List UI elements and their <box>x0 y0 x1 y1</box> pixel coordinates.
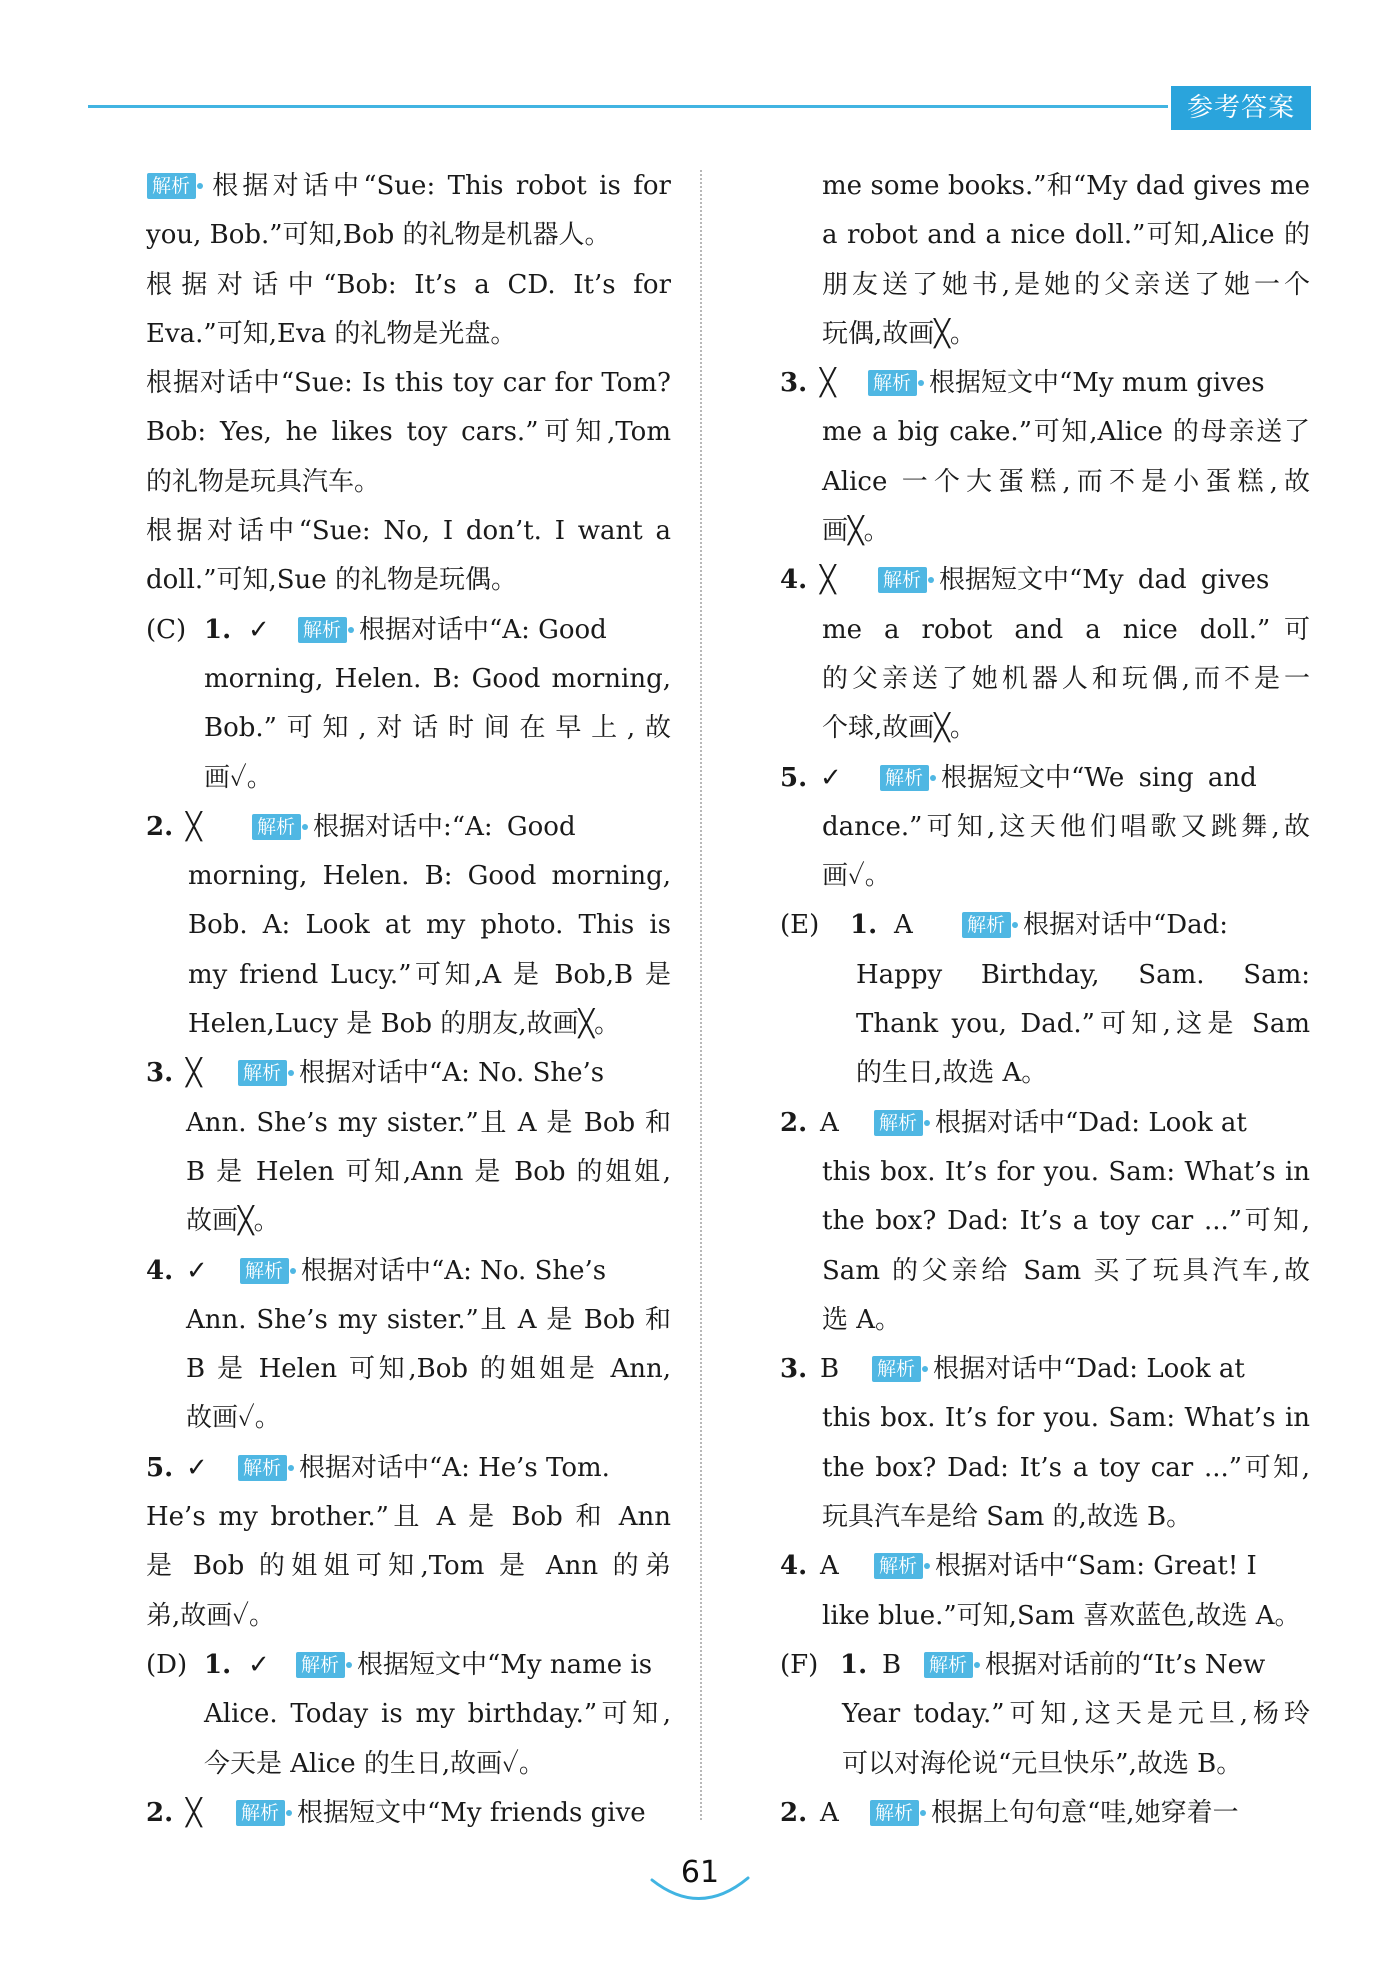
answer-line: 4. A 解析 根据对话中“Sam: Great! I <box>780 1542 1310 1591</box>
item-number: 3. <box>146 1058 174 1089</box>
choice-answer: A <box>894 910 913 941</box>
section-label: (F) <box>780 1649 819 1680</box>
text-line: me a big cake.”可知,Alice 的母亲送了 <box>822 417 1310 448</box>
item-number: 5. <box>780 762 808 793</box>
text-line: Year today.”可知,这天是元旦,杨玲 <box>842 1699 1310 1730</box>
text-line: 弟,故画✓。 <box>146 1600 276 1631</box>
text-line: 故画╳。 <box>186 1206 280 1237</box>
answer-line: 2. A 解析 根据对话中“Dad: Look at <box>780 1099 1310 1148</box>
analysis-tag: 解析 <box>147 173 196 199</box>
text-line: 画╳。 <box>822 516 890 547</box>
text-line: B 是 Helen 可知,Bob 的姐姐是 Ann, <box>186 1354 671 1385</box>
text-line: a robot and a nice doll.”可知,Alice 的 <box>822 220 1310 251</box>
answer-line: 5. ✓ 解析 根据短文中“We sing and <box>780 754 1310 803</box>
cross-mark: ╳ <box>820 565 836 596</box>
text-line: Happy Birthday, Sam. Sam: <box>856 959 1310 990</box>
item-number: 5. <box>146 1452 174 1483</box>
text-line: 故画✓。 <box>186 1403 281 1434</box>
page-number-swoosh <box>648 1872 752 1908</box>
text-line: like blue.”可知,Sam 喜欢蓝色,故选 A。 <box>822 1600 1301 1631</box>
text-line: Thank you, Dad.”可知,这是 Sam <box>856 1009 1310 1040</box>
text-line: my friend Lucy.”可知,A 是 Bob,B 是 <box>188 959 671 990</box>
cross-mark: ╳ <box>820 368 836 399</box>
text-line: Bob. A: Look at my photo. This is <box>188 910 671 941</box>
text-line: 的父亲送了她机器人和玩偶,而不是一 <box>822 663 1310 694</box>
text-line: me a robot and a nice doll.”可 <box>822 614 1310 645</box>
text-line: 是 Bob 的姐姐可知,Tom 是 Ann 的弟 <box>146 1551 671 1582</box>
choice-answer: A <box>820 1797 839 1828</box>
item-number: 1. <box>850 910 878 941</box>
section-label: (D) <box>146 1649 188 1680</box>
analysis-tag: 解析 <box>238 1455 287 1481</box>
item-number: 2. <box>780 1797 808 1828</box>
text-line: B 是 Helen 可知,Ann 是 Bob 的姐姐, <box>186 1156 671 1187</box>
answer-line: 5. ✓ 解析 根据对话中“A: He’s Tom. <box>146 1444 671 1493</box>
check-mark: ✓ <box>248 1649 270 1680</box>
text-line: Alice. Today is my birthday.”可知, <box>204 1699 671 1730</box>
analysis-tag: 解析 <box>238 1060 287 1086</box>
text-line: Ann. She’s my sister.”且 A 是 Bob 和 <box>186 1304 671 1335</box>
answer-line: 3. B 解析 根据对话中“Dad: Look at <box>780 1345 1310 1394</box>
check-mark: ✓ <box>820 762 842 793</box>
analysis-tag: 解析 <box>240 1258 289 1284</box>
answer-line: (D) 1. ✓ 解析 根据短文中“My name is <box>146 1641 671 1690</box>
analysis-tag: 解析 <box>880 765 929 791</box>
text-line: Bob.”可知,对话时间在早上,故 <box>204 713 671 744</box>
item-number: 3. <box>780 1354 808 1385</box>
item-number: 2. <box>146 1797 174 1828</box>
answer-line: 2. ╳ 解析 根据对话中:“A: Good <box>146 803 671 852</box>
answer-line: 3. ╳ 解析 根据短文中“My mum gives <box>780 359 1310 408</box>
cross-mark: ╳ <box>186 1797 202 1828</box>
analysis-tag: 解析 <box>878 567 927 593</box>
analysis-tag: 解析 <box>252 814 301 840</box>
header-rule <box>88 105 1168 108</box>
right-column <box>780 162 1310 1838</box>
text-line: He’s my brother.”且 A 是 Bob 和 Ann <box>146 1502 671 1533</box>
text-line: 的生日,故选 A。 <box>856 1058 1048 1089</box>
item-number: 1. <box>204 614 232 645</box>
answer-line: 3. ╳ 解析 根据对话中“A: No. She’s <box>146 1049 671 1098</box>
check-mark: ✓ <box>186 1255 208 1286</box>
item-number: 1. <box>204 1649 232 1680</box>
text-line: 今天是 Alice 的生日,故画✓。 <box>204 1748 545 1779</box>
text-line: you, Bob.”可知,Bob 的礼物是机器人。 <box>146 220 611 251</box>
choice-answer: A <box>820 1551 839 1582</box>
check-mark: ✓ <box>186 1452 208 1483</box>
text-line: 个球,故画╳。 <box>822 713 976 744</box>
choice-answer: B <box>820 1354 840 1385</box>
text-line: 玩具汽车是给 Sam 的,故选 B。 <box>822 1502 1193 1533</box>
column-divider <box>700 170 702 1820</box>
text-line: Helen,Lucy 是 Bob 的朋友,故画╳。 <box>188 1009 621 1040</box>
text-line: morning, Helen. B: Good morning, <box>204 663 671 694</box>
text-line: 根据对话中“Sue: No, I don’t. I want a <box>146 516 671 547</box>
choice-answer: B <box>882 1649 902 1680</box>
item-number: 4. <box>780 565 808 596</box>
text-line: Bob: Yes, he likes toy cars.”可知,Tom <box>146 417 671 448</box>
answer-line: 4. ╳ 解析 根据短文中“My dad gives <box>780 556 1310 605</box>
text-line: this box. It’s for you. Sam: What’s in <box>822 1403 1310 1434</box>
text-line: Eva.”可知,Eva 的礼物是光盘。 <box>146 318 517 349</box>
text-line: Ann. She’s my sister.”且 A 是 Bob 和 <box>186 1107 671 1138</box>
answer-line: 4. ✓ 解析 根据对话中“A: No. She’s <box>146 1247 671 1296</box>
text-line: morning, Helen. B: Good morning, <box>188 861 671 892</box>
text-line: 玩偶,故画╳。 <box>822 318 976 349</box>
analysis-tag: 解析 <box>874 1110 923 1136</box>
analysis-tag: 解析 <box>924 1652 973 1678</box>
text-line: me some books.”和“My dad gives me <box>822 171 1310 201</box>
analysis-tag: 解析 <box>870 1800 919 1826</box>
analysis-tag: 解析 <box>298 617 347 643</box>
answer-line: 2. A 解析 根据上句句意“哇,她穿着一 <box>780 1789 1310 1838</box>
analysis-tag: 解析 <box>872 1356 921 1382</box>
check-mark: ✓ <box>248 614 270 645</box>
answer-line: (E) 1. A 解析 根据对话中“Dad: <box>780 901 1310 950</box>
text-line: Alice 一个大蛋糕,而不是小蛋糕,故 <box>822 466 1310 497</box>
section-label: (E) <box>780 910 820 941</box>
text-line: 朋友送了她书,是她的父亲送了她一个 <box>822 269 1310 300</box>
cross-mark: ╳ <box>186 1058 202 1089</box>
left-column <box>146 162 671 1838</box>
item-number: 1. <box>840 1649 868 1680</box>
text-line: 选 A。 <box>822 1304 902 1335</box>
answer-line: (F) 1. B 解析 根据对话前的“It’s New <box>780 1641 1310 1690</box>
item-number: 2. <box>780 1107 808 1138</box>
item-number: 3. <box>780 368 808 399</box>
page-number: 61 <box>680 1855 720 1890</box>
text-line: the box? Dad: It’s a toy car ...”可知, <box>822 1452 1310 1483</box>
item-number: 2. <box>146 811 174 842</box>
answer-line: 2. ╳ 解析 根据短文中“My friends give <box>146 1789 671 1838</box>
text-line: 解析 根据对话中“Sue: This robot is for <box>145 162 671 211</box>
text-line: 根据对话中“Sue: Is this toy car for Tom? <box>146 368 671 399</box>
section-label: (C) <box>146 614 187 645</box>
text-line: 画✓。 <box>822 861 891 892</box>
item-number: 4. <box>146 1255 174 1286</box>
cross-mark: ╳ <box>186 811 202 842</box>
text-line: Sam 的父亲给 Sam 买了玩具汽车,故 <box>822 1255 1310 1286</box>
text-line: 画✓。 <box>204 762 273 793</box>
text-line: 可以对海伦说“元旦快乐”,故选 B。 <box>842 1748 1243 1779</box>
choice-answer: A <box>820 1107 839 1138</box>
text-line: doll.”可知,Sue 的礼物是玩偶。 <box>146 565 517 596</box>
answer-line: (C) 1. ✓ 解析 根据对话中“A: Good <box>146 606 671 655</box>
text-line: this box. It’s for you. Sam: What’s in <box>822 1156 1310 1187</box>
analysis-tag: 解析 <box>868 370 917 396</box>
text-line: 根据对话中“Bob: It’s a CD. It’s for <box>146 269 671 300</box>
answer-key-badge: 参考答案 <box>1171 86 1311 130</box>
item-number: 4. <box>780 1551 808 1582</box>
text-line: dance.”可知,这天他们唱歌又跳舞,故 <box>822 811 1310 842</box>
analysis-tag: 解析 <box>962 912 1011 938</box>
analysis-tag: 解析 <box>296 1652 345 1678</box>
analysis-tag: 解析 <box>236 1800 285 1826</box>
text-line: the box? Dad: It’s a toy car ...”可知, <box>822 1206 1310 1237</box>
text-line: 的礼物是玩具汽车。 <box>146 466 381 497</box>
analysis-tag: 解析 <box>874 1553 923 1579</box>
